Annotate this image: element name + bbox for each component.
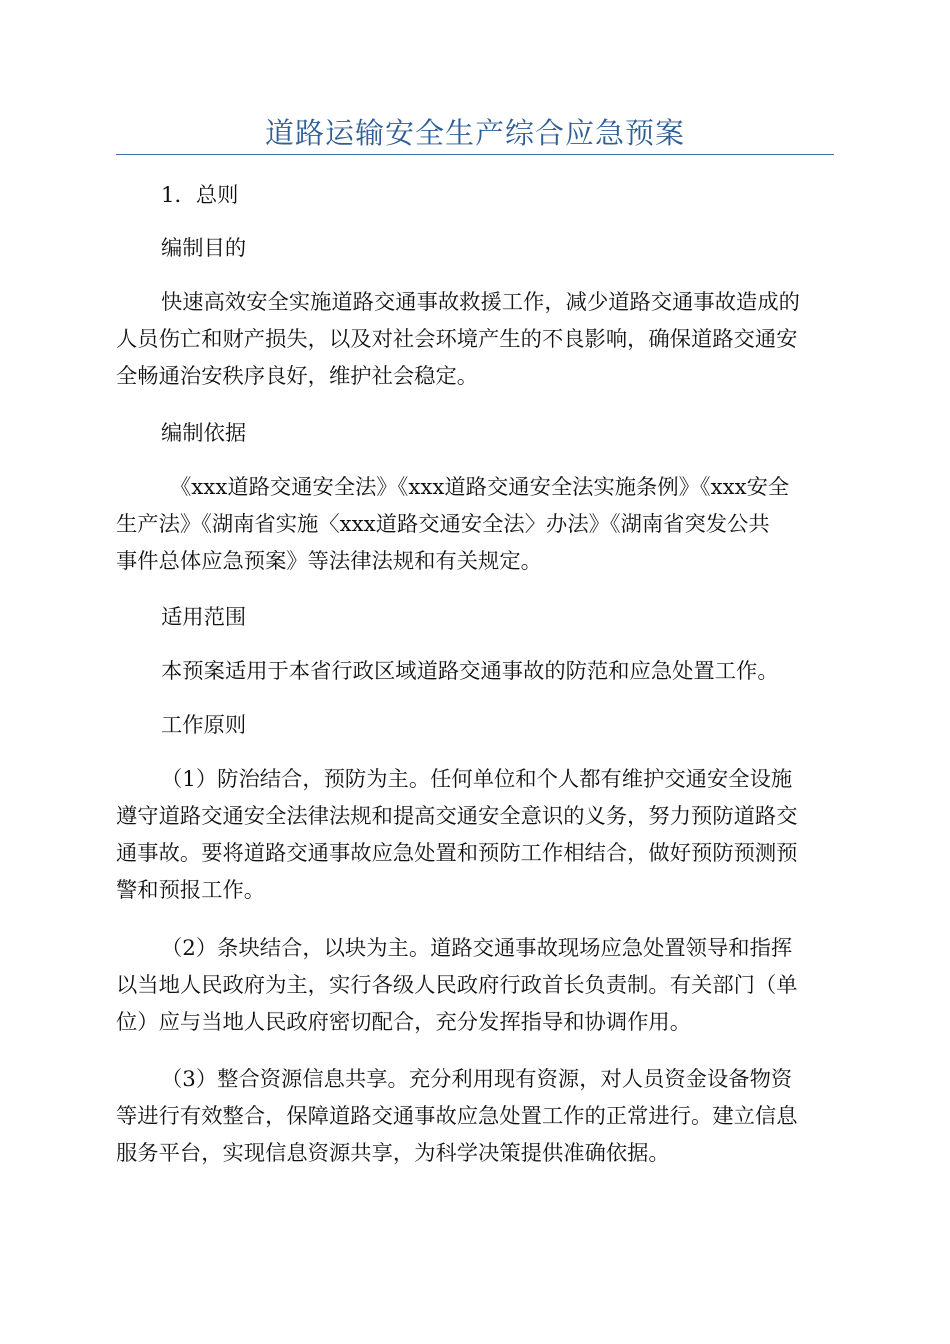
principle-2-paragraph	[116, 930, 834, 1041]
paragraph-line: 生产法》《湖南省实施〈xxx道路交通安全法〉办法》《湖南省突发公共	[116, 512, 770, 537]
purpose-paragraph	[116, 284, 834, 395]
document-title: 道路运输安全生产综合应急预案	[264, 116, 685, 150]
title-underline	[116, 154, 834, 155]
purpose-heading-block	[116, 230, 834, 267]
paragraph-line: （2）条块结合，以块为主。道路交通事故现场应急处置领导和指挥	[161, 936, 793, 961]
paragraph-line: 以当地人民政府为主，实行各级人民政府行政首长负责制。有关部门（单	[116, 973, 798, 998]
paragraph-line: 快速高效安全实施道路交通事故救援工作，减少道路交通事故造成的	[161, 290, 800, 315]
paragraph-line: 全畅通治安秩序良好，维护社会稳定。	[116, 364, 479, 389]
basis-heading-block	[116, 415, 834, 452]
basis-paragraph	[116, 469, 834, 580]
principle-3-paragraph	[116, 1061, 834, 1172]
purpose-heading: 编制目的	[161, 236, 247, 261]
scope-heading-block	[116, 599, 834, 636]
paragraph-line: 位）应与当地人民政府密切配合，充分发挥指导和协调作用。	[116, 1010, 692, 1035]
principles-heading-block	[116, 707, 834, 744]
principles-heading: 工作原则	[161, 713, 247, 738]
paragraph-line: 警和预报工作。	[116, 878, 266, 903]
basis-heading: 编制依据	[161, 421, 247, 446]
paragraph-line: （3）整合资源信息共享。充分利用现有资源，对人员资金设备物资	[161, 1067, 793, 1092]
section-general	[116, 177, 834, 214]
paragraph-line: 《xxx道路交通安全法》《xxx道路交通安全法实施条例》《xxx安全	[170, 475, 790, 500]
paragraph-line: 等进行有效整合，保障道路交通事故应急处置工作的正常进行。建立信息	[116, 1104, 798, 1129]
paragraph-line: 本预案适用于本省行政区域道路交通事故的防范和应急处置工作。	[161, 659, 779, 684]
principle-1-paragraph	[116, 761, 834, 909]
paragraph-line: 服务平台，实现信息资源共享，为科学决策提供准确依据。	[116, 1141, 670, 1166]
paragraph-line: 遵守道路交通安全法律法规和提高交通安全意识的义务，努力预防道路交	[116, 804, 798, 829]
paragraph-line: （1）防治结合，预防为主。任何单位和个人都有维护交通安全设施	[161, 767, 793, 792]
scope-paragraph	[116, 653, 834, 690]
paragraph-line: 人员伤亡和财产损失，以及对社会环境产生的不良影响，确保道路交通安	[116, 327, 798, 352]
paragraph-line: 事件总体应急预案》等法律法规和有关规定。	[116, 549, 542, 574]
scope-heading: 适用范围	[161, 605, 247, 630]
general-heading: 1．总则	[161, 183, 239, 208]
paragraph-line: 通事故。要将道路交通事故应急处置和预防工作相结合，做好预防预测预	[116, 841, 798, 866]
